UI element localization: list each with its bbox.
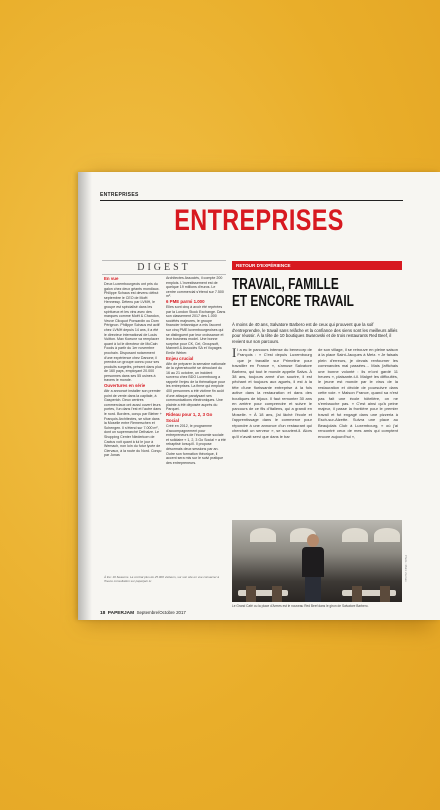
digest-item-heading: 6 PME parmi 1.000: [166, 298, 205, 304]
digest-item-text: Afin de préparer la semaine nationale de la cybersécurité se déroulant du 16 au 21 octobre, un incident survenu chez BDO Luxembourg a rappelé l'enjeu de la thématique pour les entreprises. La firme qui emploie 400 personnes a été victime fin août d'une attaque paralysant ses communications électroniques. Une plainte a été déposée auprès du Parquet.: [166, 361, 226, 412]
lamp-shape: [342, 528, 368, 542]
magazine-name: PAPERJAM: [107, 611, 135, 616]
person-head: [307, 534, 319, 547]
spine-shadow: [78, 172, 92, 620]
digest-heading: DIGEST: [102, 260, 226, 275]
digest-column-1: [104, 276, 162, 458]
digest-footnote: À lire: 16 Seasons. La contrat plus de 25.000 visiteurs, sur son site en vue consacrer à l'heure consultation sur paperjam.lu: [104, 575, 220, 583]
headline-line-2: ET ENCORE TRAVAIL: [232, 293, 354, 310]
headline-line-1: TRAVAIL, FAMILLE: [232, 276, 339, 293]
issue-date: Septembre/Octobre 2017: [136, 610, 186, 615]
photo-caption: Le Grand Café ou la place d'Armes est le nouveau Red Beef dans le giron de Salvatore Barbero.: [232, 604, 369, 608]
top-rule: [100, 200, 403, 201]
feature-headline: [232, 276, 402, 310]
chair-shape: [246, 586, 256, 602]
photo-credit: Photo : Matic Zorman: [404, 554, 408, 582]
chair-shape: [272, 586, 282, 602]
feature-label: RETOUR D'EXPÉRIENCE: [232, 261, 402, 270]
chair-shape: [380, 586, 390, 602]
digest-item-text: Elles sont cinq à avoir été repérées par la London Stock Exchange. Dans son classement 2017 des 1.000 sociétés majeures, le groupe financier britannique a mis l'accent sur cinq PME luxembourgeoises qui se distinguent par leur croissance et leur business model. Une bonne surprise pour CK, Cel, Groupsoft, Mannell & Associés SA et Voyages Emile Weber.: [166, 304, 226, 355]
digest-item-heading: Ouvertures en série: [104, 383, 146, 389]
restaurant-photo: [232, 520, 402, 602]
lamp-shape: [374, 528, 400, 542]
feature-body-column-2: [318, 347, 398, 439]
digest-item-heading: En vue: [104, 276, 119, 281]
feature-lead: À moins de 40 ans, Salvatore Barbero est de ceux qui prouvent que la soif d'entreprendre, le travail sans relâche et la confiance des siens sont les meilleurs alliés pour réussir. À la tête de 10 boutiques Swarovski et de trois restaurants Red Beef, il revient sur son parcours.: [232, 322, 398, 344]
person-legs: [305, 577, 321, 602]
lamp-shape: [250, 528, 276, 542]
person-figure: [302, 534, 324, 602]
page-footer: [100, 610, 186, 616]
chair-shape: [352, 586, 362, 602]
feature-body-column-1: [232, 347, 312, 439]
digest-column-2: [166, 276, 226, 465]
digest-item-text: Attr a annoncé installer son premier point de vente dans la capitale, à Gasperich. Deux centres commerciaux ont aussi ouvert leurs portes, l'un dans l'est et l'autre dans le nord. Borders, conçu par Bieber + François Architectes, se situe dans la Moselle entre Remerschen et Schengen. Il s'étend sur 7.000 m², dont un supermarché Delhaize. Le Shopping Center Niederkorn de Cactus voit quant à lui le jour à Wemach, non loin du futur lycée de Clervaux, à la route du Nord. Conçu par Jonas: [104, 389, 162, 458]
digest-item-text: Architectes Associés, il compte 200 emplois. L'investissement est de quelque 19 millions d'euros. Le centre commercial s'étend sur 7.500 m².: [166, 276, 224, 299]
person-torso: [302, 547, 324, 577]
digest-item-heading: Enjeu crucial: [166, 355, 194, 361]
page-number: 18: [100, 611, 106, 616]
feature-body-text: l a eu le parcours intense du benecorp de François : « C'est depuis Luxembourg que je travaille sur Primeline pour travailler en France », s'amuse Salvatore Barbero, qui tout le monde appelle Salva. À 38 ans, toujours armé d'un sourire, il est pêchant et toujours aux aguets, il est à la tête d'une florissante entreprise à la fois active dans la restauration et dans des boutiques de bijoux. Il faut remonter 30 ans en arrière pour comprendre et suivre le parcours de ce fils d'Italiens, qui a grandi en Moselle. « À 18 ans, j'ai lâché l'école et l'apprentissage dans le commerce pour répondre à une annonce d'un restaurant qui cherchait un serveur », se souvient-il. Alors qu'il n'avait servi que dans le bar: [232, 347, 312, 439]
magazine-page: [78, 172, 440, 620]
digest-item-text: Deux Luxembourgeois ont pris du galon chez deux géants mondiaux. Philippe Schaus est devenu début septembre le CEO de Moët Hennessy. Détenu par LVMH, le groupe est spécialisé dans les spiritueux et les vins avec des marques comme Moët & Chandon, Veuve Clicquot Ponsardin ou Dom Pérignon. Philippe Schaus est actif chez LVMH depuis 14 ans, il a été le directeur international de Louis Vuitton. Max Koeune va remplacer quant à lui le directeur de McCain Foods à partir du 1er novembre prochain. Disposant notamment d'une expérience chez Danone, il prendra un groupe connu pour ses produits surgelés, présent dans plus de 160 pays, employant 20.000 personnes dans ses 55 usines à travers le monde.: [104, 282, 162, 383]
page-title: ENTREPRISES: [174, 204, 344, 237]
drop-cap: I: [232, 345, 237, 360]
digest-item-text: Créé en 2012, le programme d'accompagnement pour entrepreneurs de l'économie sociale et solidaire « 1, 2, 3 Go Social » a été rebaptisé lorsqu'il. Il propose désormais deux sessions par an. Outre son formation théorique, il accent sera mis sur le suivi pratique des entrepreneurs.: [166, 424, 226, 465]
feature-body-text: de son village, il se retrouve en pleine saison à la place Saint-Jacques à Metz. « Je faisais plein d'erreurs, je devais renfourner les commandes mal passées… Mais j'affichais une bonne volonté : ils m'ont gardé 11 heures », plaisante-t-il. Malgré les difficultés, le jeune est monde par le virus de la restauration et décide de poursuivre dans cette voie. « Maison France, quand sa n'est pas fait une école hôtelière, on ne s'embauche pas. » C'est ainsi qu'à peine majeur, il passe la frontière pour le premier travail et fut engagé dans une pizzeria à Esch-sur-Alzette. Suivra une place au Beaujolais Club à Luxembourg, « où j'ai rencontré ceux de mes amis qui comptent encore aujourd'hui »,: [318, 347, 398, 439]
digest-item-heading: Rideau pour 1, 2, 3 Go Social: [166, 412, 213, 424]
section-tag: ENTREPRISES: [100, 192, 139, 198]
